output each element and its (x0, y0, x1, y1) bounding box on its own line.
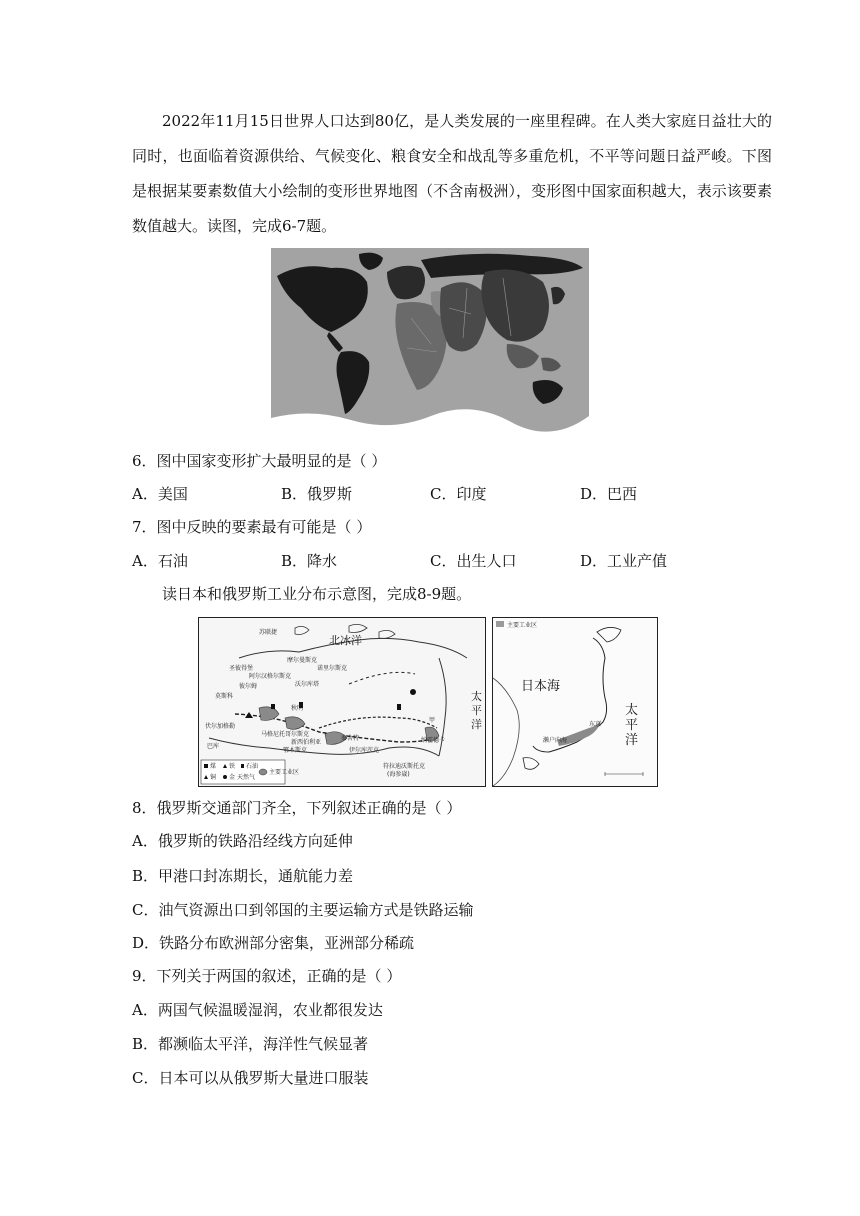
city-label: 彼尔姆 (239, 683, 258, 690)
legend-oil: 石油 (246, 763, 259, 770)
q6-option-a[interactable]: A．美国 (132, 485, 188, 503)
sea-of-japan-label: 日本海 (521, 679, 561, 694)
q7-option-d[interactable]: D．工业产值 (580, 552, 668, 570)
city-label: (海参崴) (387, 771, 410, 778)
q9-option-c[interactable]: C．日本可以从俄罗斯大量进口服装 (132, 1069, 369, 1087)
pacific-label-1: 太 (625, 703, 639, 718)
seto-label: 濑户内海 (543, 737, 568, 744)
question-6-stem: 6．图中国家变形扩大最明显的是（ ） (132, 452, 387, 470)
q7-option-b[interactable]: B．降水 (281, 552, 338, 570)
legend-iron: 铁 (229, 763, 236, 770)
question-9-stem: 9．下列关于两国的叙述，正确的是（ ） (132, 967, 402, 985)
q8-option-c[interactable]: C．油气资源出口到邻国的主要运输方式是铁路运输 (132, 901, 474, 919)
city-label: 秦舍特 (341, 735, 360, 742)
q8-option-d[interactable]: D．铁路分布欧洲部分密集，亚洲部分稀疏 (132, 934, 415, 952)
russia-map-ocean-2: 平 (471, 704, 482, 717)
legend-coal: 煤 (210, 763, 217, 770)
city-label: 新西伯利亚 (291, 739, 322, 746)
lead-8-9: 读日本和俄罗斯工业分布示意图，完成8-9题。 (162, 585, 472, 603)
legend-gold: 金 (229, 774, 236, 781)
city-label: 苏联捷 (259, 629, 278, 636)
tokyo-label: 东京 (589, 721, 602, 728)
city-label: 秋明 (291, 705, 304, 712)
russia-map-ocean-3: 洋 (471, 718, 482, 731)
q6-option-c[interactable]: C．印度 (430, 485, 487, 503)
q7-option-a[interactable]: A．石油 (132, 552, 188, 570)
japan-legend-label: 主要工业区 (507, 622, 538, 629)
city-label: 甲 (429, 717, 436, 724)
q9-option-a[interactable]: A．两国气候温暖湿润，农业都很发达 (132, 1001, 383, 1019)
q9-option-b[interactable]: B．都濒临太平洋，海洋性气候显著 (132, 1035, 369, 1053)
pacific-label-2: 平 (625, 718, 639, 733)
legend-gas: 天然气 (237, 774, 256, 781)
city-label: 圣彼得堡 (229, 665, 254, 672)
city-label: 阿尔汉格尔斯克 (249, 673, 292, 680)
q6-option-d[interactable]: D．巴西 (580, 485, 638, 503)
legend-copper: 铜 (210, 774, 217, 781)
q8-option-b[interactable]: B．甲港口封冻期长，通航能力差 (132, 867, 354, 885)
city-label: 纳霍德卡 (421, 737, 446, 744)
question-7-stem: 7．图中反映的要素最有可能是（ ） (132, 518, 372, 536)
russia-industry-map (198, 617, 486, 787)
city-label: 摩尔曼斯克 (287, 657, 318, 664)
pacific-label-3: 洋 (625, 733, 639, 748)
city-label: 鄂木斯克 (283, 747, 308, 754)
city-label: 马格尼托哥尔斯克 (261, 731, 310, 738)
q8-option-a[interactable]: A．俄罗斯的铁路沿经线方向延伸 (132, 832, 353, 850)
russia-map-ocean-1: 太 (471, 690, 482, 703)
japan-industry-map (492, 617, 658, 787)
city-label: 莫斯科 (215, 693, 234, 700)
city-label: 符拉迪沃斯托克 (383, 763, 426, 770)
q7-option-c[interactable]: C．出生人口 (430, 552, 517, 570)
city-label: 伊尔库茨克 (349, 747, 380, 754)
city-label: 伏尔加格勒 (205, 723, 236, 730)
city-label: 诺里尔斯克 (317, 665, 348, 672)
question-8-stem: 8．俄罗斯交通部门齐全，下列叙述正确的是（ ） (132, 799, 462, 817)
russia-map-arctic-label: 北冰洋 (329, 634, 362, 647)
q6-option-b[interactable]: B．俄罗斯 (281, 485, 353, 503)
intro-paragraph: 2022年11月15日世界人口达到80亿，是人类发展的一座里程碑。在人类大家庭日益壮大的同时，也面临着资源供给、气候变化、粮食安全和战乱等多重危机，不平等问题日益严峻。下图是根据某要素数值大小绘制的变形世界地图（不含南极洲），变形图中国家面积越大，表示该要素数值越大。读图，完成6-7题。 (132, 112, 772, 235)
cartogram-world-map (271, 248, 589, 432)
city-label: 巴库 (207, 743, 220, 750)
legend-industrial-zone: 主要工业区 (269, 769, 300, 776)
city-label: 沃尔库塔 (295, 681, 320, 688)
